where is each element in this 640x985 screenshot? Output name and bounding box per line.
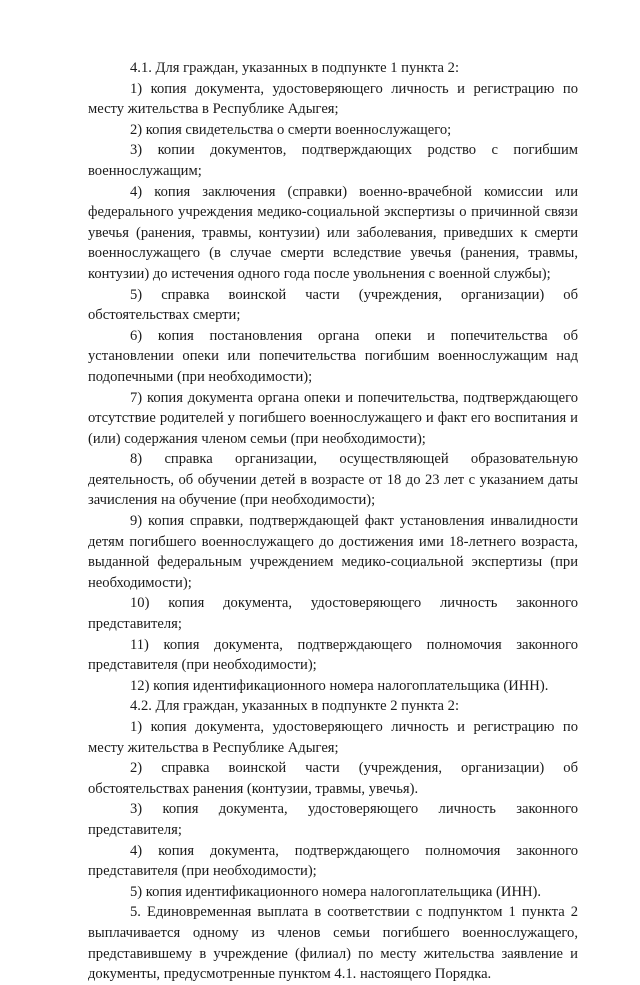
list-item: 3) копии документов, подтверждающих родство с погибшим военнослужащим;	[88, 142, 578, 179]
list-item: 9) копия справки, подтверждающей факт установления инвалидности детям погибшего военнослужащего до достижения ими 18-летнего возраста, выданной федеральным учреждением медико-социальной экспертизы (при необходимости);	[88, 513, 578, 591]
list-item: 11) копия документа, подтверждающего полномочия законного представителя (при необходимости);	[88, 636, 578, 674]
document-page	[88, 58, 578, 985]
list-item: 1) копия документа, удостоверяющего личность и регистрацию по месту жительства в Республике Адыгея;	[88, 80, 578, 118]
list-item: 5) копия идентификационного номера налогоплательщика (ИНН).	[130, 883, 542, 900]
heading-4-1: 4.1. Для граждан, указанных в подпункте 1 пункта 2:	[130, 60, 460, 76]
list-item: 1) копия документа, удостоверяющего личность и регистрацию по месту жительства в Республике Адыгея;	[88, 719, 578, 756]
list-item: 2) справка воинской части (учреждения, организации) об обстоятельствах ранения (контузии, травмы, увечья).	[88, 760, 578, 797]
list-item: 5) справка воинской части (учреждения, организации) об обстоятельствах смерти;	[88, 286, 578, 324]
list-item: 4) копия документа, подтверждающего полномочия законного представителя (при необходимости);	[88, 842, 578, 880]
list-item: 4) копия заключения (справки) военно-врачебной комиссии или федерального учреждения медико-социальной экспертизы о причинной связи увечья (ранения, травмы, контузии) или заболевания, приведших к смерти военнослужащего (в случае смерти вследствие увечья (ранения, травмы, контузии) до истечения одного года после увольнения с военной службы);	[88, 183, 578, 282]
list-item: 12) копия идентификационного номера налогоплательщика (ИНН).	[130, 677, 549, 694]
list-item: 7) копия документа органа опеки и попечительства, подтверждающего отсутствие родителей у погибшего военнослужащего и факт его воспитания и (или) содержания членом семьи (при необходимости);	[88, 389, 578, 447]
list-item: 10) копия документа, удостоверяющего личность законного представителя;	[88, 595, 578, 633]
list-item: 3) копия документа, удостоверяющего личность законного представителя;	[88, 801, 578, 838]
heading-4-2: 4.2. Для граждан, указанных в подпункте 2 пункта 2:	[130, 698, 460, 715]
list-item: 8) справка организации, осуществляющей образовательную деятельность, об обучении детей в возрасте от 18 до 23 лет с указанием даты зачисления на обучение (при необходимости);	[88, 451, 578, 509]
list-item: 2) копия свидетельства о смерти военнослужащего;	[130, 121, 452, 138]
clause-5-paragraph: 5. Единовременная выплата в соответствии с подпунктом 1 пункта 2 выплачивается одному из членов семьи погибшего военнослужащего, представившему в учреждение (филиал) по месту жительства заявление и документы, предусмотренные пунктом 4.1. настоящего Порядка.	[88, 904, 578, 983]
list-item: 6) копия постановления органа опеки и попечительства об установлении опеки или попечительства погибшим военнослужащим над подопечными (при необходимости);	[88, 327, 578, 385]
